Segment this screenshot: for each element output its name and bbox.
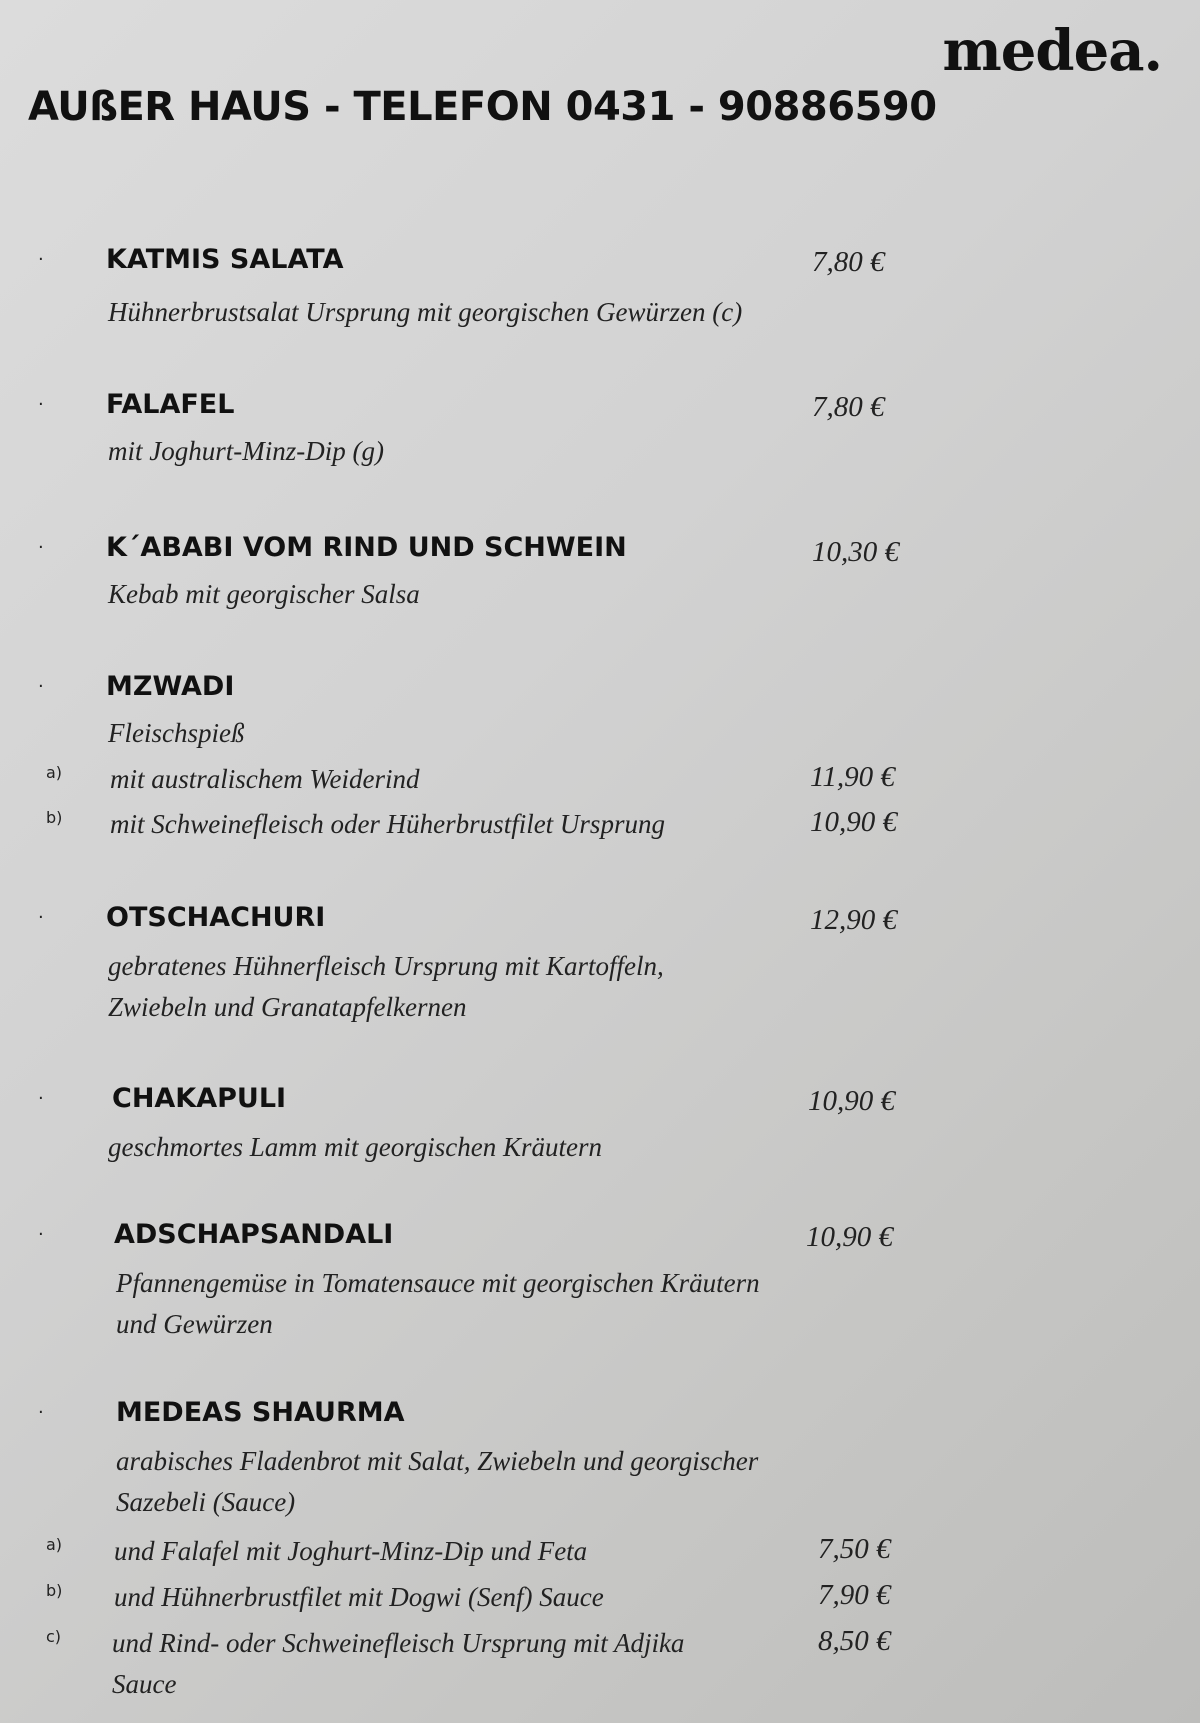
page-title: AUßER HAUS - TELEFON 0431 - 90886590 — [28, 84, 937, 130]
item-description: mit Joghurt-Minz-Dip (g) — [108, 436, 384, 466]
sub-item-price: 7,50 € — [818, 1533, 891, 1565]
item-name: OTSCHACHURI — [106, 902, 326, 933]
sub-item-text: mit australischem Weiderind — [110, 764, 420, 794]
item-bullet: . — [38, 1397, 44, 1418]
item-bullet: . — [38, 389, 44, 410]
sub-item-text: und Rind- oder Schweinefleisch Ursprung mit Adjika Sauce — [112, 1628, 685, 1699]
item-name: ADSCHAPSANDALI — [114, 1219, 394, 1250]
item-description: Pfannengemüse in Tomatensauce mit georgischen Kräutern und Gewürzen — [116, 1268, 760, 1339]
sub-item-price: 11,90 € — [810, 761, 895, 793]
item-name: FALAFEL — [106, 389, 235, 420]
item-description: Fleischspieß — [108, 718, 245, 748]
sub-item-text: mit Schweinefleisch oder Hüherbrustfilet Ursprung — [110, 809, 665, 839]
item-price: 7,80 € — [812, 391, 885, 423]
item-name: MEDEAS SHAURMA — [116, 1397, 405, 1428]
item-price: 12,90 € — [810, 904, 897, 936]
logo: medea. — [942, 18, 1162, 84]
sub-item-text: und Falafel mit Joghurt-Minz-Dip und Feta — [114, 1536, 588, 1566]
sub-item-marker: a) — [46, 1535, 63, 1554]
item-description: gebratenes Hühnerfleisch Ursprung mit Kartoffeln, Zwiebeln und Granatapfelkernen — [108, 951, 664, 1022]
sub-item-marker: c) — [46, 1627, 62, 1646]
item-name: CHAKAPULI — [112, 1083, 287, 1114]
sub-item-price: 7,90 € — [818, 1579, 891, 1611]
sub-item-text: und Hühnerbrustfilet mit Dogwi (Senf) Sauce — [114, 1582, 604, 1612]
item-bullet: . — [38, 902, 44, 923]
item-bullet: . — [38, 532, 44, 553]
item-price: 10,90 € — [808, 1085, 895, 1117]
item-bullet: . — [38, 1083, 44, 1104]
sub-item-marker: b) — [46, 1581, 63, 1600]
sub-item-price: 10,90 € — [810, 806, 897, 838]
item-description: Hühnerbrustsalat Ursprung mit georgischen Gewürzen (c) — [108, 297, 743, 327]
sub-item-marker: a) — [46, 763, 63, 782]
item-bullet: . — [38, 671, 44, 692]
item-name: KATMIS SALATA — [106, 244, 344, 275]
item-name: MZWADI — [106, 671, 235, 702]
item-description: arabisches Fladenbrot mit Salat, Zwiebeln und georgischer Sazebeli (Sauce) — [116, 1446, 759, 1517]
item-price: 7,80 € — [812, 246, 885, 278]
item-name: K´ABABI VOM RIND UND SCHWEIN — [106, 532, 627, 563]
sub-item-marker: b) — [46, 808, 63, 827]
item-price: 10,90 € — [806, 1221, 893, 1253]
item-description: Kebab mit georgischer Salsa — [108, 579, 420, 609]
item-description: geschmortes Lamm mit georgischen Kräutern — [108, 1132, 602, 1162]
sub-item-price: 8,50 € — [818, 1625, 891, 1657]
item-bullet: . — [38, 1219, 44, 1240]
item-bullet: . — [38, 244, 44, 265]
item-price: 10,30 € — [812, 536, 899, 568]
